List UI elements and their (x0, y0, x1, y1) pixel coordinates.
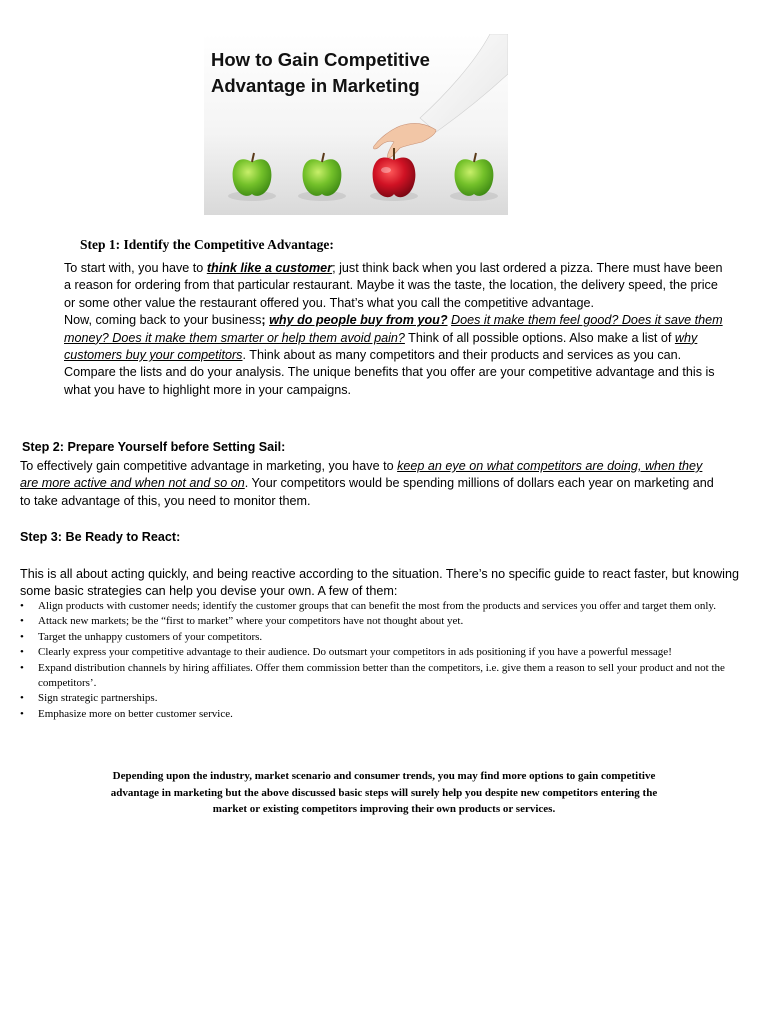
strategy-list (20, 599, 745, 722)
bullet-icon: • (20, 707, 24, 720)
step2-text-a: To effectively gain competitive advantage in marketing, you have to (20, 459, 398, 473)
list-item-text: Align products with customer needs; identify the customer groups that can benefit the most from the products and services you offer and target them only. (38, 600, 716, 612)
why-customers-buy-competitors-link: why customers buy your competitors (64, 330, 698, 363)
why-buy-question: why do people buy from you? (269, 313, 448, 328)
list-item-text: Expand distribution channels by hiring affiliates. Offer them commission better than the competitors, i.e. give them a reason to sell your product and not the competitors’. (38, 661, 725, 690)
step1-p1-text-a: To start with, you have to (64, 261, 207, 275)
hero-image (204, 34, 508, 215)
hero-title-line1: How to Gain Competitive (211, 49, 430, 70)
step2-text-b: . Your competitors would be spending millions of dollars each year on marketing and to take advantage of this, you need to monitor them. (20, 476, 714, 508)
list-item (20, 599, 745, 614)
benefit-questions: Does it make them feel good? Does it save them money? Does it make them smarter or help them avoid pain? (64, 313, 723, 345)
hero-title (211, 47, 430, 99)
list-item-text: Emphasize more on better customer service. (38, 707, 233, 720)
step1-p2-text-a: Now, coming back to your business (64, 313, 262, 328)
step1-p1-text-b: ; just think back when you last ordered a pizza. There must have been a reason for ordering from that particular restaurant. Maybe it was the taste, the location, the delivery speed, the price or some other value the restaurant offered you. That’s what you call the competitive advantage. (64, 261, 723, 310)
list-item (20, 645, 745, 660)
hero-title-line2: Advantage in Marketing (211, 75, 420, 96)
bullet-icon: • (20, 692, 24, 705)
step3-intro: This is all about acting quickly, and being reactive according to the situation. There’s no specific guide to react faster, but knowing some basic strategies can help you devise your own. A few of them: (20, 567, 739, 599)
bullet-icon: • (20, 661, 24, 674)
step2-heading: Step 2: Prepare Yourself before Setting Sail: (22, 440, 286, 454)
list-item (20, 691, 745, 706)
think-like-customer-link: think like a customer (206, 261, 333, 275)
list-item-text: Target the unhappy customers of your competitors. (38, 630, 263, 643)
list-item (20, 614, 745, 629)
list-item (20, 630, 745, 645)
keep-eye-on-competitors-link: keep an eye on what competitors are doing, when they are more active and when not and so on (20, 459, 703, 491)
list-item (20, 661, 745, 692)
list-item-text: Attack new markets; be the “first to market” where your competitors have not thought about yet. (38, 615, 464, 628)
step3-heading: Step 3: Be Ready to React: (20, 530, 181, 544)
conclusion-paragraph: Depending upon the industry, market scenario and consumer trends, you may find more options to gain competitive advantage in marketing but the above discussed basic steps will surely help you despite new competitors entering the market or existing competitors improving their own products or services. (110, 770, 658, 816)
bullet-icon: • (20, 630, 24, 643)
step1-p2-text-c: . Think about as many competitors and their products and services as you can. Compare the lists and do your analysis. The unique benefits that you offer are your competitive advantage and this is what you have to highlight more in your campaigns. (64, 348, 715, 397)
bullet-icon: • (20, 615, 24, 628)
step1-p2-semicolon: ; (261, 313, 270, 328)
list-item (20, 707, 745, 722)
bullet-icon: • (20, 646, 24, 659)
step1-p2-text-b: Think of all possible options. Also make a list of (404, 330, 675, 345)
step1-body (64, 260, 724, 399)
list-item-text: Sign strategic partnerships. (38, 692, 158, 705)
step1-heading: Step 1: Identify the Competitive Advantage: (80, 237, 334, 252)
step1-paragraph-2 (64, 312, 724, 399)
step2-body (20, 458, 720, 510)
list-item-text: Clearly express your competitive advantage to their audience. Do outsmart your competitors in ads positioning if you have a powerful message! (38, 646, 672, 659)
step1-paragraph-1 (64, 260, 724, 312)
bullet-icon: • (20, 600, 24, 612)
